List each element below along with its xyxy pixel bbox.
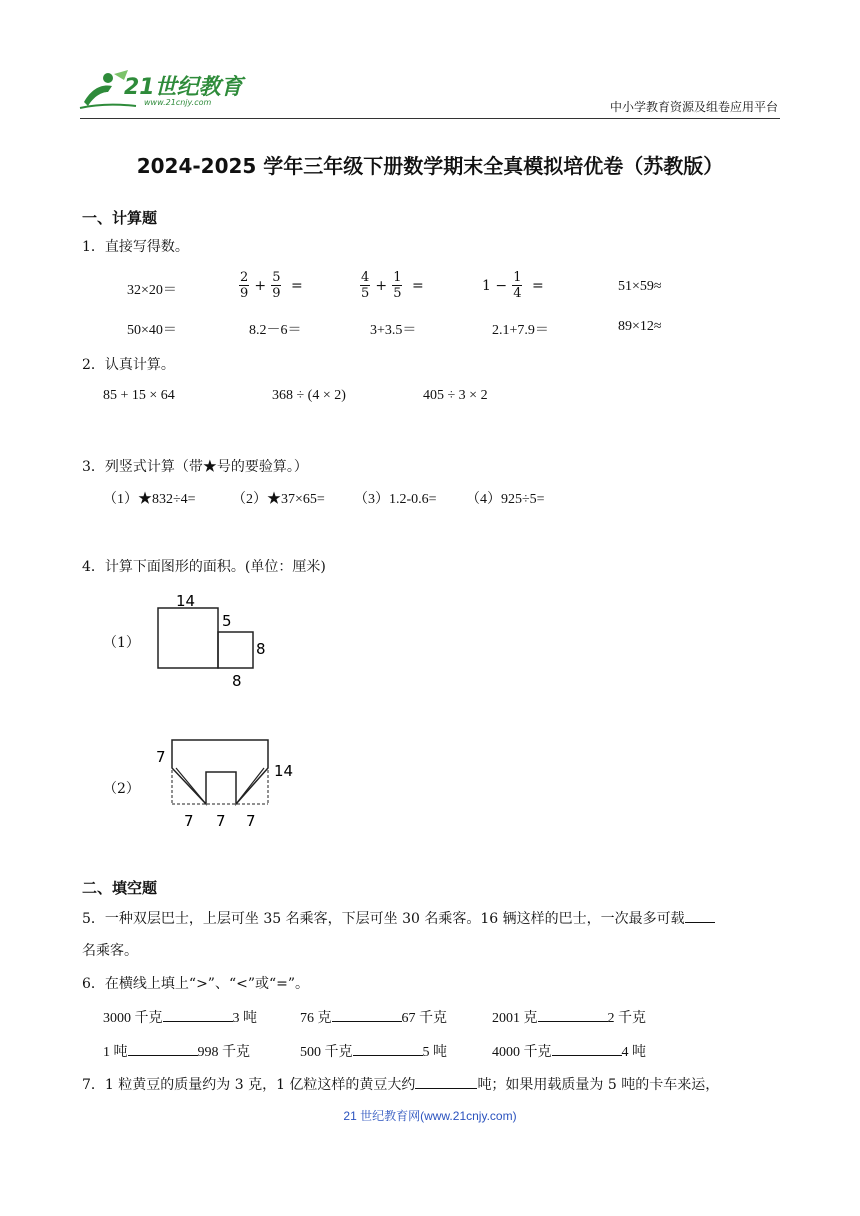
- q6-blank[interactable]: [552, 1041, 622, 1056]
- q3-item-1: （1）★832÷4=: [103, 492, 196, 507]
- q3-item-3: （3）1.2-0.6=: [354, 492, 437, 507]
- q1-r1-c3: $\frac{4}{5}$ + $\frac{1}{5}$ =: [361, 270, 424, 301]
- section1-heading: 一、计算题: [82, 209, 158, 227]
- footer-text[interactable]: 21 世纪教育网(www.21cnjy.com): [343, 1109, 517, 1123]
- q6-r1-i1: 3000 千克 3 吨: [103, 1007, 257, 1027]
- q6-r1-i2: 76 克 67 千克: [300, 1007, 447, 1027]
- fig1-dim-5: 5: [222, 612, 232, 630]
- q2-expr-1: 85 + 15 × 64: [103, 388, 175, 403]
- q5-line2: 名乘客。: [82, 943, 138, 959]
- q4-label: 4．计算下面图形的面积。(单位：厘米): [82, 559, 326, 575]
- fig1-dim-bottom: 8: [232, 672, 242, 690]
- q6-blank[interactable]: [538, 1007, 608, 1022]
- q6-blank[interactable]: [128, 1041, 198, 1056]
- site-logo: [78, 68, 258, 112]
- q3-label: 3．列竖式计算（带★号的要验算。）: [82, 459, 308, 475]
- q3-item-2: （2）★37×65=: [232, 492, 325, 507]
- platform-text: 中小学教育资源及组卷应用平台: [609, 100, 778, 114]
- q1-r2-c5: 89×12≈: [618, 319, 662, 334]
- fig2-dim-right: 14: [274, 762, 294, 780]
- q2-expr-3: 405 ÷ 3 × 2: [423, 388, 488, 403]
- q6-r2-i3: 4000 千克 4 吨: [492, 1041, 646, 1061]
- q1-label: 1．直接写得数。: [82, 239, 189, 255]
- q7-answer-blank[interactable]: [415, 1074, 477, 1089]
- section2-heading: 二、填空题: [82, 879, 158, 897]
- fig2-dim-b1: 7: [184, 812, 194, 830]
- q1-r1-c1: 32×20＝: [127, 283, 177, 298]
- q5-line1: [82, 908, 715, 928]
- q1-r1-c4: 1 − $\frac{1}{4}$ =: [482, 270, 544, 301]
- q1-r2-c4: 2.1+7.9＝: [492, 323, 549, 338]
- page-title: 2024-2025 学年三年级下册数学期末全真模拟培优卷（苏教版）: [136, 154, 724, 178]
- figure-2-diagram: [150, 730, 300, 830]
- q1-r2-c2: 8.2－6＝: [249, 323, 302, 338]
- q1-r2-c1: 50×40＝: [127, 323, 177, 338]
- fig2-dim-left: 7: [156, 748, 166, 766]
- q3-item-4: （4）925÷5=: [466, 492, 545, 507]
- q2-label: 2．认真计算。: [82, 357, 175, 373]
- logo-text: 21世纪教育: [124, 75, 243, 100]
- fig2-dim-b3: 7: [246, 812, 256, 830]
- header-divider: [80, 118, 780, 119]
- fig1-label: （1）: [103, 635, 140, 651]
- q6-r2-i1: 1 吨 998 千克: [103, 1041, 250, 1061]
- q6-r2-i2: 500 千克 5 吨: [300, 1041, 447, 1061]
- fig2-label: （2）: [103, 781, 140, 797]
- q5-text-1: 5．一种双层巴士，上层可坐 35 名乘客，下层可坐 30 名乘客。16 辆这样的巴士，一次最多可载: [82, 911, 685, 927]
- q2-expr-2: 368 ÷ (4 × 2): [272, 388, 346, 403]
- logo-url: www.21cnjy.com: [144, 98, 212, 107]
- q6-label: 6．在横线上填上“>”、“<”或“=”。: [82, 976, 310, 992]
- q6-r1-i3: 2001 克 2 千克: [492, 1007, 646, 1027]
- figure-1-diagram: [150, 590, 280, 690]
- q6-blank[interactable]: [353, 1041, 423, 1056]
- fig1-dim-top: 14: [176, 592, 196, 610]
- q7-line: 7．1 粒黄豆的质量约为 3 克，1 亿粒这样的黄豆大约 吨；如果用载质量为 5 吨的卡车来运，: [82, 1074, 719, 1094]
- q1-r1-c5: 51×59≈: [618, 279, 662, 294]
- q5-answer-blank[interactable]: [685, 908, 715, 923]
- fig1-dim-right: 8: [256, 640, 266, 658]
- fig2-dim-b2: 7: [216, 812, 226, 830]
- q6-blank[interactable]: [332, 1007, 402, 1022]
- q6-blank[interactable]: [163, 1007, 233, 1022]
- q1-r1-c2: $\frac{2}{9}$ + $\frac{5}{9}$ =: [240, 270, 303, 301]
- q1-r2-c3: 3+3.5＝: [370, 323, 417, 338]
